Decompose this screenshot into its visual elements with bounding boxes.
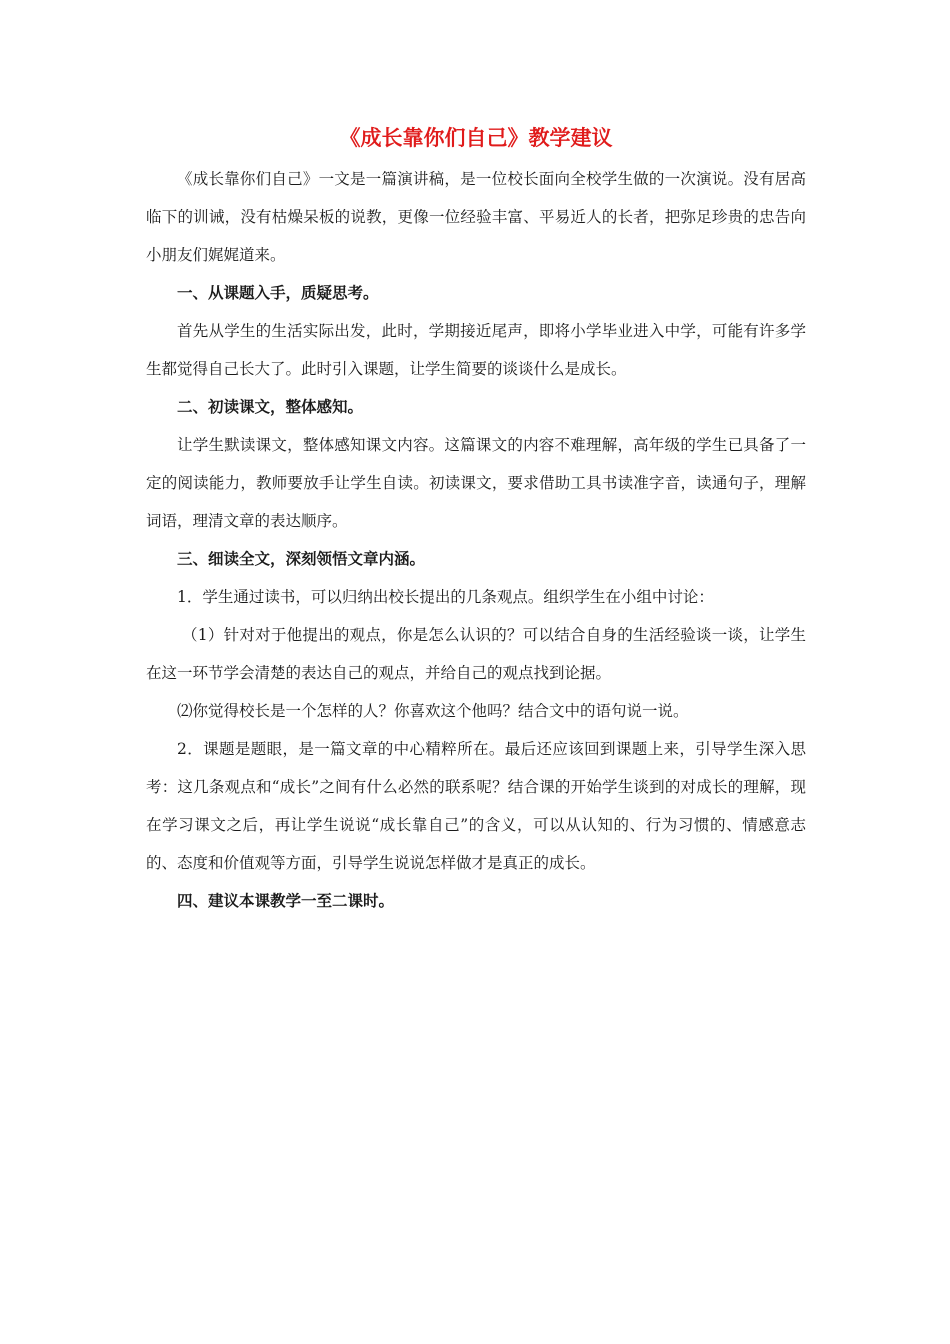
section-4-heading: 四、建议本课教学一至二课时。: [177, 891, 395, 910]
section-3-heading: 三、细读全文，深刻领悟文章内涵。: [177, 549, 426, 568]
section-2-heading: 二、初读课文，整体感知。: [177, 397, 364, 416]
section-3-item-1b: ⑵你觉得校长是一个怎样的人？你喜欢这个他吗？结合文中的语句说一说。: [177, 702, 689, 720]
section-1-heading: 一、从课题入手，质疑思考。: [177, 283, 379, 302]
section-3-item-1: 1．学生通过读书，可以归纳出校长提出的几条观点。组织学生在小组中讨论：: [177, 588, 714, 606]
section-3-item-2: 2．课题是题眼，是一篇文章的中心精粹所在。最后还应该回到课题上来，引导学生深入思考：这几条观点和“成长”之间有什么必然的联系呢？结合课的开始学生谈到的对成长的理解，现在学习课文之后，再让学生说说“成长靠自己”的含义，可以从认知的、行为习惯的、情感意志的、态度和价值观等方面，引导学生说说怎样做才是真正的成长。: [146, 740, 806, 872]
section-3-item-1a: （1）针对对于他提出的观点，你是怎么认识的？可以结合自身的生活经验谈一谈，让学生在这一环节学会清楚的表达自己的观点，并给自己的观点找到论据。: [146, 626, 806, 682]
document-title: 《成长靠你们自己》教学建议: [339, 125, 613, 150]
intro-paragraph: 《成长靠你们自己》一文是一篇演讲稿，是一位校长面向全校学生做的一次演说。没有居高临下的训诫，没有枯燥呆板的说教，更像一位经验丰富、平易近人的长者，把弥足珍贵的忠告向小朋友们娓娓道来。: [146, 170, 806, 264]
section-1-body: 首先从学生的生活实际出发，此时，学期接近尾声，即将小学毕业进入中学，可能有许多学生都觉得自己长大了。此时引入课题，让学生简要的谈谈什么是成长。: [146, 322, 806, 378]
document-page: [146, 118, 806, 920]
section-2-body: 让学生默读课文，整体感知课文内容。这篇课文的内容不难理解，高年级的学生已具备了一定的阅读能力，教师要放手让学生自读。初读课文，要求借助工具书读准字音，读通句子，理解词语，理清文章的表达顺序。: [146, 436, 806, 530]
